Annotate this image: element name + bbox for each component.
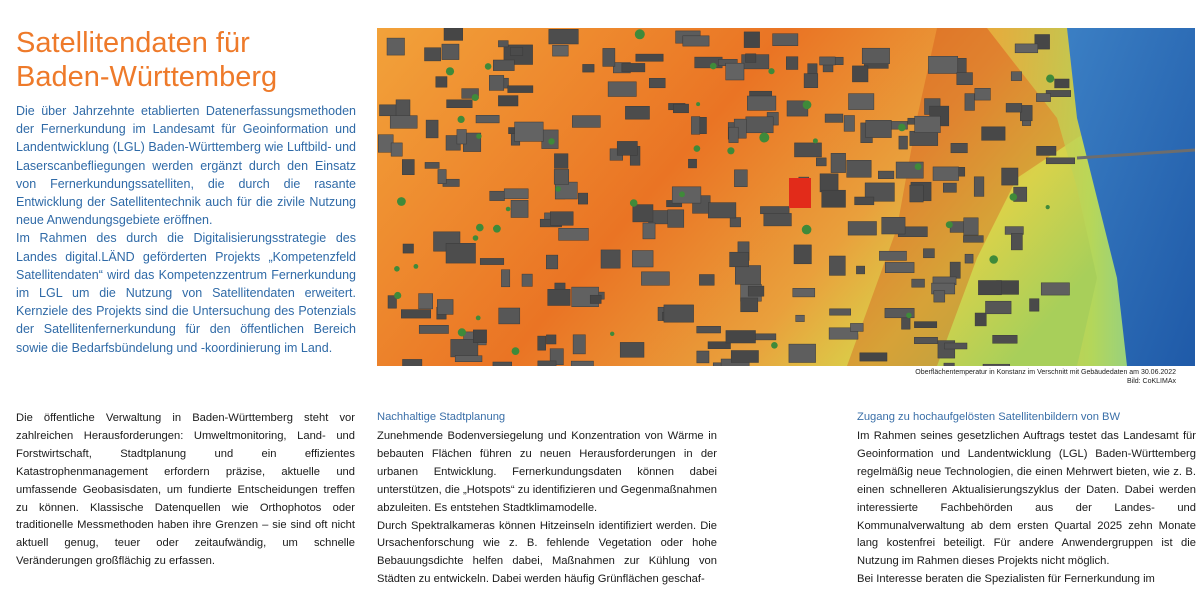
tree bbox=[476, 316, 481, 321]
tree bbox=[635, 29, 645, 39]
tree bbox=[771, 342, 778, 349]
building bbox=[546, 335, 556, 344]
building bbox=[912, 279, 925, 287]
building bbox=[617, 141, 637, 155]
building bbox=[498, 41, 508, 47]
building bbox=[1020, 105, 1032, 120]
building bbox=[804, 74, 818, 88]
building bbox=[697, 326, 721, 333]
column-3 bbox=[857, 410, 1196, 589]
building bbox=[572, 116, 600, 128]
building bbox=[974, 177, 984, 197]
column-1 bbox=[16, 410, 355, 571]
tree bbox=[803, 100, 812, 109]
building bbox=[625, 106, 649, 119]
column-3-heading: Zugang zu hochaufgelösten Satellitenbildern von BW bbox=[857, 411, 1121, 423]
intro-paragraph-2: Im Rahmen des durch die Digitalisierungsstrategie des Landes digital.LÄND geförderten Projekts „Kompetenzfeld Satellitendaten“ wird das Kompetenzzentrum Fernerkundung im LGL um die Nutzung von Satellitendaten erweitert. Kernziele des Projekts sind die Untersuchung des Potenzials der Satellitenfernerkundung für den öffentlichen Bereich sowie die Bedarfsbündelung und -koordinierung im Land. bbox=[16, 231, 356, 355]
building bbox=[691, 117, 699, 135]
building bbox=[850, 323, 863, 331]
building bbox=[786, 57, 798, 70]
building bbox=[622, 63, 645, 72]
building bbox=[553, 45, 569, 56]
building bbox=[1011, 233, 1022, 250]
building bbox=[746, 54, 756, 63]
building bbox=[649, 78, 665, 88]
building bbox=[641, 272, 669, 286]
building bbox=[975, 313, 986, 326]
building bbox=[549, 29, 579, 44]
building bbox=[744, 32, 760, 48]
building bbox=[829, 256, 845, 275]
building bbox=[695, 57, 723, 68]
building bbox=[734, 170, 747, 187]
surface-temperature-map-image bbox=[377, 28, 1195, 366]
building bbox=[760, 207, 789, 214]
tree bbox=[946, 221, 953, 228]
building bbox=[741, 298, 758, 312]
building bbox=[603, 48, 615, 66]
building bbox=[885, 262, 914, 272]
building bbox=[515, 122, 544, 141]
tree bbox=[813, 138, 818, 143]
tree bbox=[394, 292, 401, 299]
building bbox=[1002, 168, 1018, 185]
building bbox=[438, 170, 446, 184]
tree bbox=[915, 163, 922, 170]
tree bbox=[473, 235, 479, 241]
column-2 bbox=[377, 410, 717, 589]
building bbox=[729, 127, 738, 142]
tree bbox=[414, 264, 419, 269]
building bbox=[391, 143, 402, 156]
column-3-paragraph-1: Im Rahmen seines gesetzlichen Auftrags testet das Landesamt für Geoinformation und Landentwicklung (LGL) Baden-Württemberg regelmäßig neue Technologien, die einen Mehrwert bieten, wie z. B. einen schnelleren Aktualisierungszyklus der Daten. Dabei werden interessierte Fachbehörden aus der Landes- und Kommunalverwaltung ab dem ersten Quartal 2025 zehn Monate lang kostenfrei beteiligt. Für andere Anwendergruppen ist die Nutzung im Rahmen dieses Projekts nicht möglich. bbox=[857, 430, 1196, 568]
intro-text bbox=[16, 102, 356, 357]
building bbox=[444, 28, 463, 40]
building bbox=[882, 217, 905, 234]
building bbox=[683, 36, 709, 46]
building bbox=[933, 167, 959, 181]
building bbox=[848, 222, 876, 236]
building bbox=[862, 48, 889, 64]
building bbox=[538, 361, 556, 366]
building bbox=[957, 73, 973, 85]
building bbox=[403, 359, 422, 366]
tree bbox=[394, 266, 400, 272]
building bbox=[473, 330, 486, 343]
building bbox=[923, 249, 934, 258]
building bbox=[590, 295, 601, 303]
column-2-heading: Nachhaltige Stadtplanung bbox=[377, 411, 506, 423]
building bbox=[965, 254, 973, 263]
building bbox=[699, 275, 714, 286]
building bbox=[825, 114, 843, 122]
building bbox=[773, 34, 798, 46]
column-1-paragraph-1: Die öffentliche Verwaltung in Baden-Württemberg steht vor zahlreichen Herausforderungen: Umweltmonitoring, Land- und Forstwirtschaft, Stadtplanung und ein effizientes Katastrophenmanagement erfordern präzise, aktuelle und umfassende Geobasisdaten, um fundierte Entscheidungen treffen zu können. Klassische Datenquellen wie Orthophotos oder traditionelle Messmethoden haben ihre Grenzen – sie sind oft nicht aktuell genug, teuer oder zeitaufwändig, um schnelle Veränderungen großflächig zu erfassen. bbox=[16, 412, 355, 568]
building bbox=[860, 353, 887, 361]
building bbox=[447, 100, 473, 108]
building bbox=[633, 205, 653, 222]
building bbox=[982, 127, 1006, 141]
building bbox=[1030, 299, 1040, 312]
tree bbox=[694, 145, 701, 152]
building bbox=[504, 189, 528, 199]
tree bbox=[397, 197, 406, 206]
building bbox=[944, 343, 967, 349]
building bbox=[522, 274, 532, 286]
building bbox=[831, 153, 846, 172]
building bbox=[793, 288, 815, 297]
building bbox=[455, 356, 482, 362]
building bbox=[983, 364, 1010, 366]
building bbox=[849, 94, 874, 110]
building bbox=[672, 187, 701, 203]
column-3-paragraph-2: Bei Interesse beraten die Spezialisten für Fernerkundung im bbox=[857, 573, 1155, 586]
building bbox=[573, 335, 585, 354]
column-2-paragraph-1: Zunehmende Bodenversiegelung und Konzentration von Wärme in bebauten Flächen führen zu neuen Herausforderungen in der urbanen Entwicklung. Fernerkundungsdaten können dabei unterstützen, die „Hotspots“ zu identifizieren und Gegenmaßnahmen abzuleiten. Es entstehen Stadtklimamodelle. bbox=[377, 430, 717, 514]
tree bbox=[555, 186, 561, 192]
building bbox=[578, 193, 587, 204]
building bbox=[419, 294, 433, 309]
building bbox=[554, 154, 568, 169]
building bbox=[899, 136, 908, 149]
building bbox=[571, 361, 593, 366]
building bbox=[730, 252, 749, 267]
building bbox=[673, 104, 688, 113]
building bbox=[476, 115, 499, 123]
building bbox=[668, 210, 684, 228]
building bbox=[493, 60, 514, 71]
building bbox=[748, 286, 764, 296]
building bbox=[419, 325, 448, 333]
building bbox=[789, 344, 816, 362]
building bbox=[664, 305, 694, 322]
page-title-line-2: Baden-Württemberg bbox=[16, 61, 278, 93]
tree bbox=[472, 94, 479, 101]
building bbox=[878, 171, 894, 179]
building bbox=[493, 362, 512, 366]
building bbox=[822, 190, 846, 207]
building bbox=[934, 291, 945, 302]
tree bbox=[446, 67, 454, 75]
highlighted-building bbox=[789, 178, 811, 208]
building bbox=[1036, 94, 1050, 102]
building bbox=[847, 160, 872, 177]
building bbox=[583, 64, 595, 72]
building bbox=[1037, 146, 1057, 155]
tree bbox=[512, 347, 520, 355]
building bbox=[1011, 72, 1021, 81]
building bbox=[910, 131, 938, 145]
tree bbox=[476, 134, 481, 139]
building bbox=[480, 258, 504, 264]
building bbox=[975, 88, 991, 100]
tree bbox=[506, 207, 511, 212]
building bbox=[1041, 283, 1069, 295]
building bbox=[764, 213, 792, 226]
building bbox=[816, 158, 826, 166]
tree bbox=[759, 133, 769, 143]
building bbox=[1015, 44, 1038, 53]
building bbox=[546, 255, 558, 269]
tree bbox=[493, 225, 501, 233]
building bbox=[730, 218, 741, 227]
building bbox=[820, 57, 836, 65]
building bbox=[390, 116, 417, 129]
figure-caption bbox=[915, 368, 1176, 386]
building bbox=[866, 120, 892, 137]
intro-paragraph-1: Die über Jahrzehnte etablierten Datenerfassungsmethoden der Fernerkundung im Landesamt für Geoinformation und Landentwicklung (LGL) Baden-Württemberg wie Luftbild- und Laserscanbefliegungen werden ergänzt durch den Einsatz von Fernerkundungssatelliten, die durch die rasante Entwicklung der Satellitentechnik auch für die zivile Nutzung neue Anwendungsgebiete eröffnen. bbox=[16, 104, 356, 228]
building bbox=[746, 117, 773, 133]
building bbox=[697, 351, 709, 363]
figure-credit: Bild: CoKLIMAx bbox=[1126, 378, 1176, 385]
building bbox=[978, 281, 1001, 295]
tree bbox=[696, 102, 700, 106]
tree bbox=[1010, 193, 1018, 201]
building bbox=[993, 335, 1018, 343]
building bbox=[915, 116, 941, 132]
building bbox=[508, 86, 533, 93]
building bbox=[446, 243, 476, 263]
tree bbox=[610, 332, 614, 336]
building bbox=[963, 236, 983, 243]
tree bbox=[630, 199, 638, 207]
building bbox=[608, 82, 636, 97]
building bbox=[796, 315, 805, 321]
building bbox=[852, 66, 868, 82]
building bbox=[489, 75, 504, 90]
building bbox=[401, 310, 430, 319]
building bbox=[943, 183, 956, 192]
building bbox=[402, 160, 414, 175]
building bbox=[442, 44, 459, 60]
building bbox=[555, 283, 565, 289]
building bbox=[387, 38, 405, 55]
building bbox=[436, 77, 447, 88]
tree bbox=[548, 138, 554, 144]
figure-caption-text: Oberflächentemperatur in Konstanz im Verschnitt mit Gebäudedaten am 30.06.2022 bbox=[915, 369, 1176, 376]
building bbox=[490, 191, 505, 200]
building bbox=[830, 309, 851, 315]
building bbox=[501, 270, 509, 287]
building bbox=[747, 96, 776, 110]
building bbox=[731, 351, 758, 363]
page-title-line-1: Satellitendaten für bbox=[16, 27, 250, 59]
building bbox=[511, 200, 528, 217]
building bbox=[550, 212, 573, 226]
building bbox=[1006, 103, 1022, 112]
building bbox=[425, 162, 439, 168]
building bbox=[510, 47, 522, 55]
building bbox=[499, 308, 520, 324]
building bbox=[914, 337, 937, 343]
tree bbox=[458, 328, 466, 336]
building bbox=[457, 130, 467, 145]
building bbox=[548, 289, 571, 305]
building bbox=[620, 342, 644, 357]
tree bbox=[458, 116, 465, 123]
building bbox=[643, 223, 655, 239]
building bbox=[855, 197, 874, 205]
building bbox=[403, 244, 414, 253]
tree bbox=[476, 224, 484, 232]
building bbox=[795, 143, 822, 157]
building bbox=[726, 331, 756, 344]
building bbox=[879, 251, 906, 260]
building bbox=[636, 54, 663, 61]
building bbox=[688, 159, 696, 168]
building bbox=[910, 185, 924, 202]
building bbox=[944, 363, 955, 366]
tree bbox=[679, 191, 685, 197]
tree bbox=[727, 147, 734, 154]
building bbox=[632, 251, 653, 268]
tree bbox=[1046, 75, 1054, 83]
tree bbox=[485, 63, 492, 70]
building bbox=[601, 250, 620, 268]
building bbox=[820, 174, 838, 192]
building bbox=[844, 116, 854, 132]
building bbox=[794, 245, 811, 264]
building bbox=[950, 262, 960, 278]
building bbox=[437, 300, 453, 315]
building bbox=[1055, 79, 1070, 88]
building bbox=[708, 203, 736, 218]
building bbox=[951, 143, 968, 153]
building bbox=[964, 218, 979, 235]
building bbox=[559, 228, 589, 240]
tree bbox=[768, 68, 774, 74]
building bbox=[914, 322, 936, 328]
tree bbox=[710, 63, 717, 70]
tree bbox=[802, 225, 812, 235]
column-2-paragraph-2: Durch Spektralkameras können Hitzeinseln identifiziert werden. Die Ursachenforschung wie z. B. fehlende Vegetation oder hohe Bebauungsdichte helfen dabei, Maßnahmen zur Kühlung von Städten zu entwickeln. Dabei werden häufig Grünflächen geschaf- bbox=[377, 519, 717, 586]
tree bbox=[906, 313, 912, 319]
building bbox=[856, 266, 864, 274]
building bbox=[554, 169, 569, 184]
tree bbox=[989, 255, 998, 264]
building bbox=[986, 301, 1012, 314]
building bbox=[426, 120, 438, 138]
building bbox=[965, 94, 975, 111]
page-title bbox=[16, 26, 277, 94]
building bbox=[1046, 158, 1075, 164]
tree bbox=[1046, 205, 1050, 209]
tree bbox=[898, 124, 906, 132]
building bbox=[425, 48, 441, 61]
building bbox=[538, 336, 546, 350]
building bbox=[928, 56, 957, 73]
building bbox=[735, 266, 760, 285]
city-heat-map bbox=[377, 28, 1195, 366]
building bbox=[726, 63, 744, 80]
building bbox=[498, 96, 518, 106]
